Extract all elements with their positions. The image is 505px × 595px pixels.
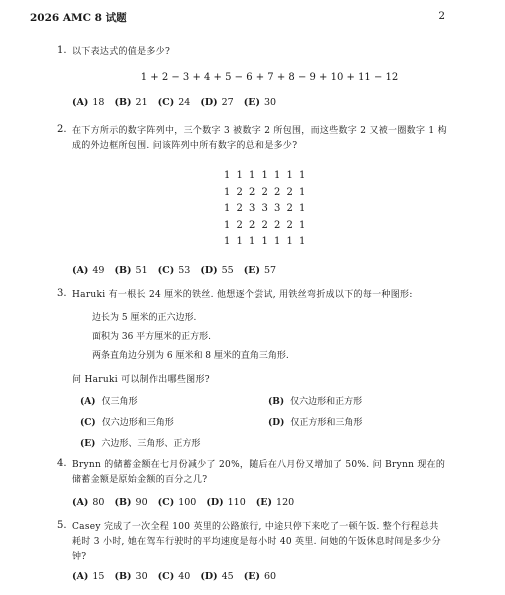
grid-cell: 2 xyxy=(274,186,281,198)
choice-c: (C) 24 xyxy=(157,97,191,108)
problem-number: 4. xyxy=(57,458,67,469)
problem-text: Haruki 有一根长 24 厘米的铁丝. 他想逐个尝试, 用铁丝弯折成以下的每一种图形: xyxy=(72,290,413,300)
grid-row xyxy=(224,218,467,235)
grid-cell: 1 xyxy=(236,170,243,181)
choice-d: (D) 27 xyxy=(200,97,234,108)
choice-d: (D) 仅正方形和三角形 xyxy=(268,418,363,428)
problem-text-line: 耗时 3 小时, 她在驾车行驶时的平均速度是每小时 40 英里. 问她的午饭休息时间是多少分 xyxy=(72,537,441,547)
choice-a: (A) 18 xyxy=(72,97,105,108)
grid-cell: 1 xyxy=(249,170,256,181)
problem-number: 2. xyxy=(57,124,67,135)
page-header xyxy=(30,10,445,24)
choice-e: (E) 60 xyxy=(243,571,277,582)
problem-question: 问 Haruki 可以制作出哪些图形? xyxy=(72,375,210,385)
problem-text-line: 储蓄金额是原始金额的百分之几? xyxy=(72,475,208,485)
grid-cell: 1 xyxy=(261,170,268,181)
choice-a: (A) 15 xyxy=(72,571,105,582)
problem-4 xyxy=(57,458,467,508)
problem-number: 5. xyxy=(57,520,67,531)
grid-cell: 1 xyxy=(224,170,231,181)
answer-choices xyxy=(72,571,467,582)
choice-e: (E) 六边形、三角形、正方形 xyxy=(80,439,201,449)
shape-item: 两条直角边分别为 6 厘米和 8 厘米的直角三角形. xyxy=(92,351,289,361)
grid-cell: 1 xyxy=(299,170,306,181)
grid-row xyxy=(224,185,467,202)
choice-a: (A) 仅三角形 xyxy=(80,397,138,407)
grid-cell: 1 xyxy=(299,186,306,198)
page-number: 2 xyxy=(438,10,445,22)
choice-c: (C) 40 xyxy=(157,571,191,582)
problem-1 xyxy=(57,45,467,108)
grid-cell: 1 xyxy=(274,236,281,247)
grid-row xyxy=(224,234,467,251)
grid-row xyxy=(224,201,467,218)
grid-cell: 1 xyxy=(224,186,231,198)
choice-b: (B) 仅六边形和正方形 xyxy=(268,397,363,407)
grid-row xyxy=(224,168,467,185)
problem-3 xyxy=(57,288,467,457)
grid-cell: 2 xyxy=(274,219,281,231)
shape-list xyxy=(92,309,467,366)
problem-2 xyxy=(57,124,467,276)
exam-title: 2026 AMC 8 试题 xyxy=(30,12,127,24)
grid-cell: 1 xyxy=(261,236,268,247)
grid-cell: 2 xyxy=(249,186,256,198)
grid-cell: 2 xyxy=(249,219,256,231)
math-expression: 1 + 2 − 3 + 4 + 5 − 6 + 7 + 8 − 9 + 10 + 11 − 12 xyxy=(140,72,399,83)
problem-number: 3. xyxy=(57,288,67,299)
choice-b: (B) 51 xyxy=(114,264,148,276)
grid-cell: 3 xyxy=(249,203,256,214)
grid-cell: 2 xyxy=(286,203,293,214)
choice-b: (B) 21 xyxy=(114,97,148,108)
grid-cell: 1 xyxy=(249,236,256,247)
grid-cell: 2 xyxy=(286,219,293,231)
grid-cell: 2 xyxy=(236,203,243,214)
choice-a: (A) 49 xyxy=(72,264,105,276)
answer-choices xyxy=(72,265,467,276)
grid-cell: 2 xyxy=(236,219,243,231)
grid-cell: 2 xyxy=(236,186,243,198)
shape-item: 面积为 36 平方厘米的正方形. xyxy=(92,332,212,342)
grid-cell: 2 xyxy=(261,186,268,198)
grid-cell: 1 xyxy=(274,170,281,181)
choice-c: (C) 仅六边形和三角形 xyxy=(80,418,174,428)
problem-text: 以下表达式的值是多少? xyxy=(72,47,171,57)
problem-text-line: 钟? xyxy=(72,552,87,562)
choice-d: (D) 110 xyxy=(206,497,246,508)
shape-item: 边长为 5 厘米的正六边形. xyxy=(92,313,197,323)
grid-cell: 1 xyxy=(299,203,306,214)
choice-c: (C) 53 xyxy=(157,264,191,276)
problem-text-line: 成的外边框所包围. 问该阵列中所有数字的总和是多少? xyxy=(72,141,298,151)
choice-d: (D) 45 xyxy=(200,571,234,582)
grid-cell: 2 xyxy=(261,219,268,231)
grid-cell: 1 xyxy=(224,236,231,247)
choice-b: (B) 90 xyxy=(114,497,148,508)
problem-text-line: 在下方所示的数字阵列中，三个数字 3 被数字 2 所包围，而这些数字 2 又被一圈数字 1 构 xyxy=(72,126,447,136)
grid-cell: 3 xyxy=(261,203,268,214)
answer-choices xyxy=(72,97,467,108)
grid-cell: 1 xyxy=(286,236,293,247)
grid-cell: 1 xyxy=(299,219,306,231)
choice-c: (C) 100 xyxy=(157,497,197,508)
choice-d: (D) 55 xyxy=(200,264,234,276)
problem-5 xyxy=(57,520,467,582)
number-grid xyxy=(224,168,467,251)
problem-text-line: Casey 完成了一次全程 100 英里的公路旅行, 中途只停下来吃了一顿午饭. 整个行程总共 xyxy=(72,522,439,532)
choice-a: (A) 80 xyxy=(72,497,105,508)
choice-b: (B) 30 xyxy=(114,571,148,582)
grid-cell: 1 xyxy=(286,170,293,181)
grid-cell: 3 xyxy=(274,203,281,214)
choice-e: (E) 30 xyxy=(243,97,277,108)
choice-e: (E) 57 xyxy=(243,264,277,276)
answer-choices xyxy=(72,394,467,457)
grid-cell: 1 xyxy=(299,236,306,247)
grid-cell: 1 xyxy=(224,219,231,231)
grid-cell: 1 xyxy=(224,203,231,214)
choice-e: (E) 120 xyxy=(255,497,295,508)
answer-choices xyxy=(72,497,467,508)
grid-cell: 2 xyxy=(286,186,293,198)
problem-text-line: Brynn 的储蓄金额在七月份减少了 20%，随后在八月份又增加了 50%. 问 Brynn 现在的 xyxy=(72,460,446,470)
problem-number: 1. xyxy=(57,45,67,56)
grid-cell: 1 xyxy=(236,236,243,247)
